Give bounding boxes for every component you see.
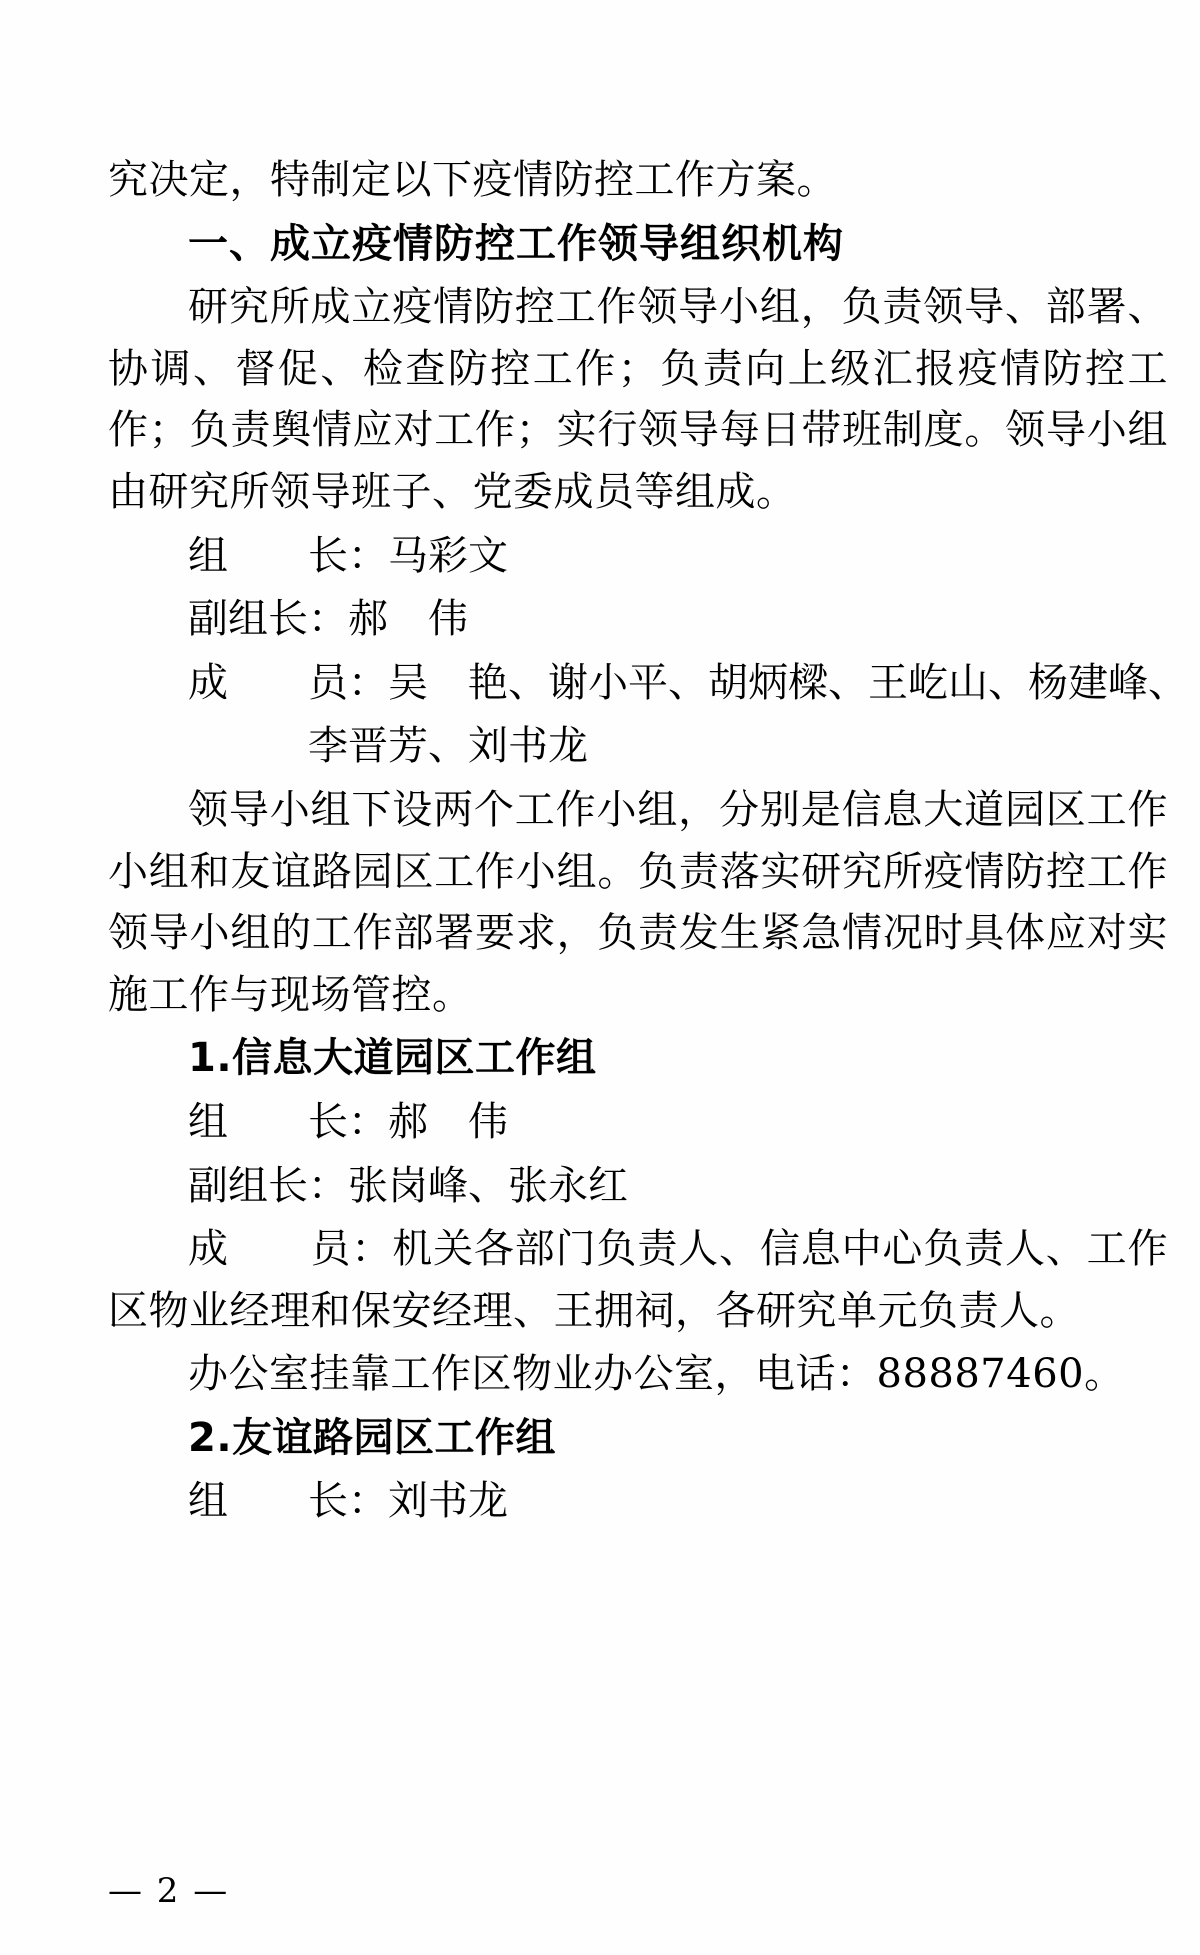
paragraph-group1-office: 办公室挂靠工作区物业办公室，电话：88887460。 xyxy=(188,1351,1125,1398)
roster-deputy-leader: 副组长：郝 伟 xyxy=(188,596,468,643)
roster-group1-leader: 组 长：郝 伟 xyxy=(188,1098,508,1145)
document-body xyxy=(108,150,1188,1535)
paragraph-subgroups: 领导小组下设两个工作小组，分别是信息大道园区工作小组和友谊路园区工作小组。负责落实研究所疫情防控工作领导小组的工作部署要求，负责发生紧急情况时具体应对实施工作与现场管控。 xyxy=(108,786,1168,1018)
heading-subsection-2: 2.友谊路园区工作组 xyxy=(188,1414,557,1461)
roster-members: 成 员：吴 艳、谢小平、胡炳樑、王屹山、杨建峰、 xyxy=(188,659,1188,706)
page-number: — 2 — xyxy=(108,1871,230,1911)
heading-subsection-1: 1.信息大道园区工作组 xyxy=(188,1035,597,1082)
paragraph-lead-group: 研究所成立疫情防控工作领导小组，负责领导、部署、协调、督促、检查防控工作；负责向上级汇报疫情防控工作；负责舆情应对工作；实行领导每日带班制度。领导小组由研究所领导班子、党委成员等组成。 xyxy=(108,284,1168,515)
roster-leader: 组 长：马彩文 xyxy=(188,532,508,579)
roster-group2-leader: 组 长：刘书龙 xyxy=(188,1478,508,1525)
roster-members-continued: 李晋芳、刘书龙 xyxy=(308,723,588,770)
roster-group1-deputy: 副组长：张岗峰、张永红 xyxy=(188,1162,628,1209)
heading-section-1: 一、成立疫情防控工作领导组织机构 xyxy=(188,220,844,267)
paragraph-group1-members: 成 员：机关各部门负责人、信息中心负责人、工作区物业经理和保安经理、王拥祠，各研究单元负责人。 xyxy=(108,1226,1168,1334)
paragraph-continuation: 究决定，特制定以下疫情防控工作方案。 xyxy=(108,157,837,203)
